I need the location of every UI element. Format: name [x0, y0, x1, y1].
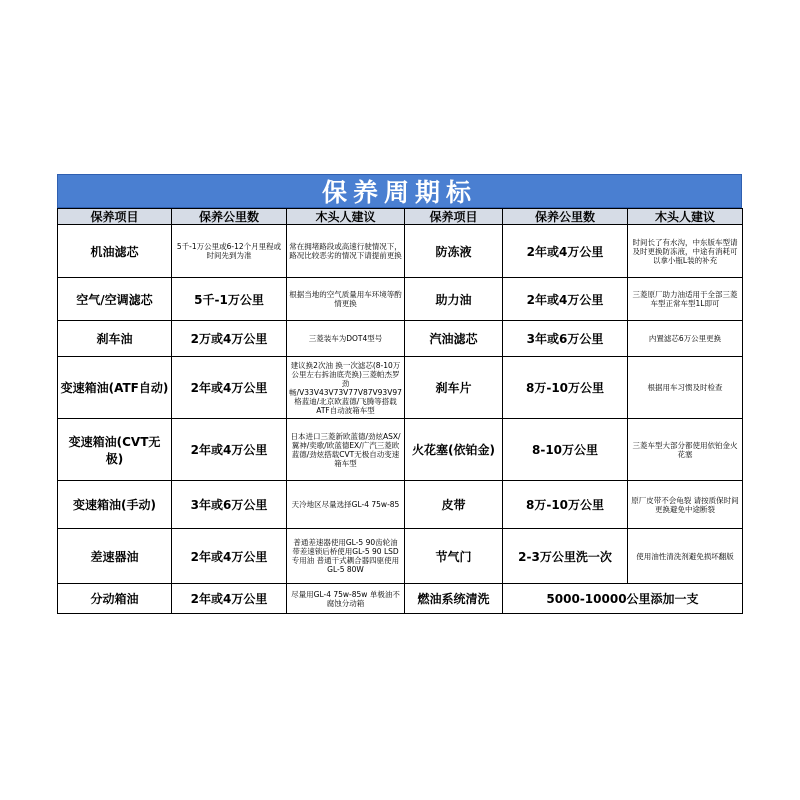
advice-cell: 根据当地的空气质量用车环境等酌情更换 — [287, 278, 405, 321]
item-cell: 刹车油 — [58, 321, 172, 357]
header-row — [58, 209, 743, 225]
item-cell: 燃油系统清洗 — [405, 584, 503, 614]
advice-cell: 使用油性清洗剂避免损坏翻版 — [628, 529, 743, 584]
table-row — [58, 419, 743, 481]
advice-cell: 三菱车型大部分都使用依铂金火花塞 — [628, 419, 743, 481]
advice-cell: 根据用车习惯及时检查 — [628, 357, 743, 419]
advice-cell: 日本进口三菱新欧蓝德/劲炫ASX/翼神/奕歌/欧蓝德EX/广汽三菱欧蓝德/劲炫搭载CVT无极自动变速箱车型 — [287, 419, 405, 481]
km-cell: 2年或4万公里 — [172, 357, 287, 419]
item-cell: 节气门 — [405, 529, 503, 584]
header-advice: 木头人建议 — [628, 209, 743, 225]
advice-cell: 时间长了有水沟，中东版车型请及时更换防冻液，中途有消耗可以拿小瓶L装的补充 — [628, 225, 743, 278]
km-cell: 5千-1万公里 — [172, 278, 287, 321]
table-row — [58, 357, 743, 419]
item-cell: 差速器油 — [58, 529, 172, 584]
table-row — [58, 481, 743, 529]
item-cell: 分动箱油 — [58, 584, 172, 614]
advice-cell: 普通差速器使用GL-5 90齿轮油 带差速锁后桥使用GL-5 90 LSD专用油 普通干式耦合器四驱使用GL-5 80W — [287, 529, 405, 584]
item-cell: 火花塞(依铂金) — [405, 419, 503, 481]
km-cell: 3年或6万公里 — [503, 321, 628, 357]
advice-cell: 常在拥堵路段或高速行驶情况下，路况比较恶劣的情况下请提前更换 — [287, 225, 405, 278]
km-cell: 2年或4万公里 — [172, 584, 287, 614]
header-item: 保养项目 — [58, 209, 172, 225]
km-cell: 5千-1万公里或6-12个月里程或时间先到为准 — [172, 225, 287, 278]
item-cell: 助力油 — [405, 278, 503, 321]
maintenance-sheet — [57, 174, 742, 614]
item-cell: 变速箱油(手动) — [58, 481, 172, 529]
km-cell: 8万-10万公里 — [503, 481, 628, 529]
header-item: 保养项目 — [405, 209, 503, 225]
page-title: 保养周期标 — [57, 174, 742, 208]
item-cell: 机油滤芯 — [58, 225, 172, 278]
advice-cell: 三菱装车为DOT4型号 — [287, 321, 405, 357]
table-row — [58, 278, 743, 321]
item-cell: 防冻液 — [405, 225, 503, 278]
item-cell: 刹车片 — [405, 357, 503, 419]
km-cell: 2年或4万公里 — [503, 225, 628, 278]
table-row — [58, 529, 743, 584]
table-row — [58, 225, 743, 278]
km-cell: 8万-10万公里 — [503, 357, 628, 419]
maintenance-table — [57, 208, 743, 614]
km-cell: 2年或4万公里 — [503, 278, 628, 321]
item-cell: 空气/空调滤芯 — [58, 278, 172, 321]
advice-cell: 天冷地区尽量选择GL-4 75w-85 — [287, 481, 405, 529]
advice-cell: 三菱原厂助力油适用于全部三菱车型正常车型1L即可 — [628, 278, 743, 321]
advice-cell: 内置滤芯6万公里更换 — [628, 321, 743, 357]
km-cell: 2万或4万公里 — [172, 321, 287, 357]
item-cell: 变速箱油(CVT无极) — [58, 419, 172, 481]
table-row — [58, 321, 743, 357]
header-km: 保养公里数 — [503, 209, 628, 225]
advice-cell: 原厂皮带不会龟裂 请按质保时间更换避免中途断裂 — [628, 481, 743, 529]
header-km: 保养公里数 — [172, 209, 287, 225]
km-cell: 2-3万公里洗一次 — [503, 529, 628, 584]
item-cell: 变速箱油(ATF自动) — [58, 357, 172, 419]
advice-cell: 建议换2次油 换一次滤芯(8-10万公里左右拆油底壳换)三菱帕杰罗劲畅/V33V43V73V77V87V93V97格蓝迪/北京欧蓝德/飞腾等搭载ATF自动波箱车型 — [287, 357, 405, 419]
km-cell: 2年或4万公里 — [172, 419, 287, 481]
item-cell: 汽油滤芯 — [405, 321, 503, 357]
km-cell: 8-10万公里 — [503, 419, 628, 481]
item-cell: 皮带 — [405, 481, 503, 529]
km-cell: 5000-10000公里添加一支 — [503, 584, 743, 614]
header-advice: 木头人建议 — [287, 209, 405, 225]
table-row — [58, 584, 743, 614]
km-cell: 3年或6万公里 — [172, 481, 287, 529]
km-cell: 2年或4万公里 — [172, 529, 287, 584]
advice-cell: 尽量用GL-4 75w-85w 单极油不腐蚀分动箱 — [287, 584, 405, 614]
